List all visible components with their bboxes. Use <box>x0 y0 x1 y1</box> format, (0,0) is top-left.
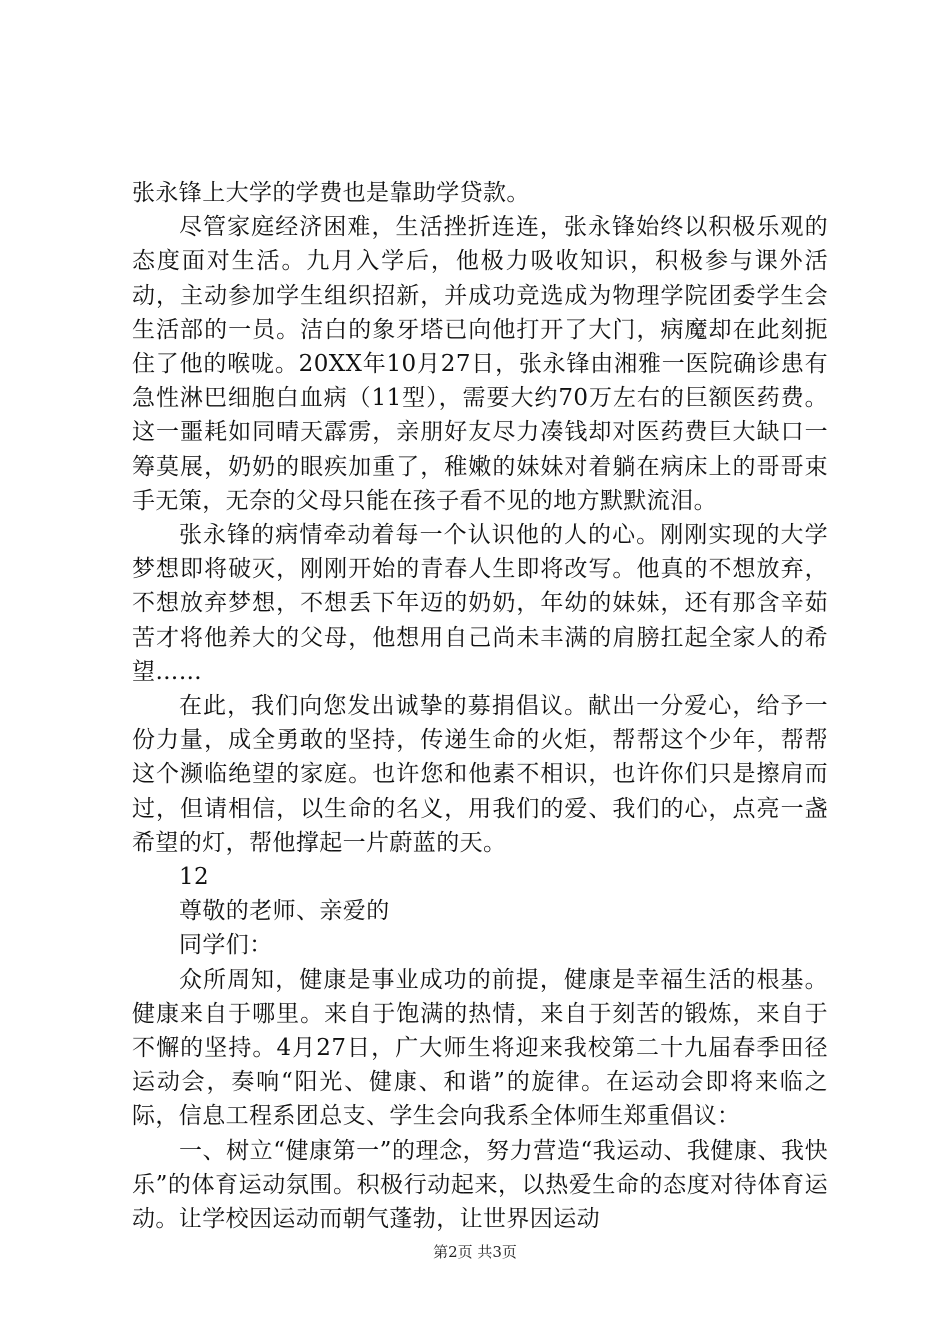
page-footer: 第2页 共3页 <box>433 1243 517 1261</box>
salutation-students: 同学们： <box>179 932 273 959</box>
document-body <box>132 176 828 1236</box>
paragraph-proposal-one: 一、树立“健康第一”的理念，努力营造“我运动、我健康、我快乐”的体育运动氛围。积极行动起来，以热爱生命的态度对待体育运动。让学校因运动而朝气蓬勃，让世界因运动 <box>132 1137 828 1233</box>
paragraph-condition-impact: 张永锋的病情牵动着每一个认识他的人的心。刚刚实现的大学梦想即将破灭，刚刚开始的青春人生即将改写。他真的不想放弃，不想放弃梦想，不想丢下年迈的奶奶，年幼的妹妹，还有那含辛茹苦才将他养大的父母，他想用自己尚未丰满的肩膀扛起全家人的希望…… <box>132 522 828 685</box>
section-number: 12 <box>179 864 210 891</box>
paragraph-illness-story: 尽管家庭经济困难，生活挫折连连，张永锋始终以积极乐观的态度面对生活。九月入学后，他极力吸收知识，积极参与课外活动，主动参加学生组织招新，并成功竞选成为物理学院团委学生会生活部的一员。洁白的象牙塔已向他打开了大门，病魔却在此刻扼住了他的喉咙。20XX年10月27日，张永锋由湘雅一医院确诊患有急性淋巴细胞白血病（11型），需要大约70万左右的巨额医药费。这一噩耗如同晴天霹雳，亲朋好友尽力凑钱却对医药费巨大缺口一筹莫展，奶奶的眼疾加重了，稚嫩的妹妹对着躺在病床上的哥哥束手无策，无奈的父母只能在孩子看不见的地方默默流泪。 <box>132 214 828 514</box>
paragraph-tuition-continuation: 张永锋上大学的学费也是靠助学贷款。 <box>132 180 530 206</box>
salutation-teachers: 尊敬的老师、亲爱的 <box>179 898 390 925</box>
paragraph-health-intro: 众所周知，健康是事业成功的前提，健康是幸福生活的根基。健康来自于哪里。来自于饱满的热情，来自于刻苦的锻炼，来自于不懈的坚持。4月27日，广大师生将迎来我校第二十九届春季田径运动会，奏响“阳光、健康、和谐”的旋律。在运动会即将来临之际，信息工程系团总支、学生会向我系全体师生郑重倡议： <box>132 966 828 1130</box>
paragraph-donation-appeal: 在此，我们向您发出诚挚的募捐倡议。献出一分爱心，给予一份力量，成全勇敢的坚持，传递生命的火炬，帮帮这个少年，帮帮这个濒临绝望的家庭。也许您和他素不相识，也许你们只是擦肩而过，但请相信，以生命的名义，用我们的爱、我们的心，点亮一盏希望的灯，帮他撑起一片蔚蓝的天。 <box>132 693 828 856</box>
